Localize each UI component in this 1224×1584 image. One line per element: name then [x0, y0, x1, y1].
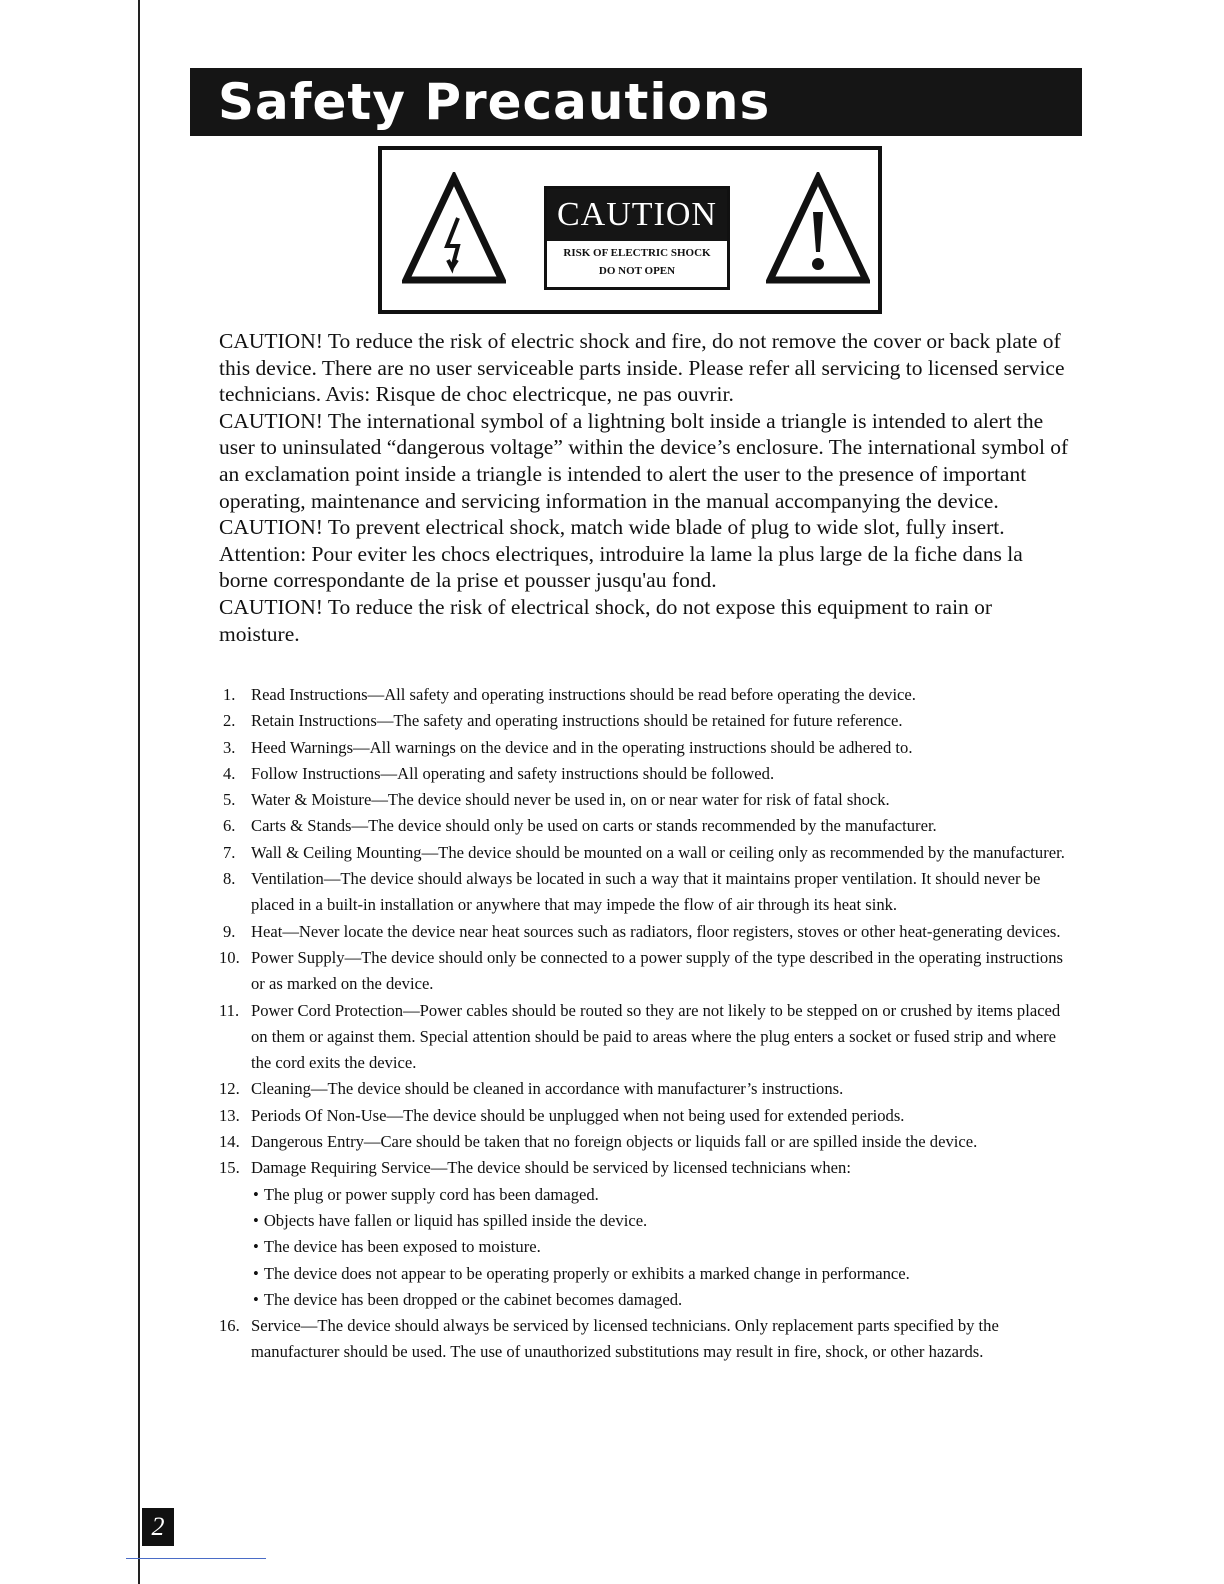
list-item [219, 1155, 1069, 1313]
item-number: 11. [219, 1000, 240, 1020]
list-item [219, 945, 1069, 998]
list-item [219, 1103, 1069, 1129]
caution-label [544, 186, 730, 290]
list-item [219, 1129, 1069, 1155]
bullet-item: • The device has been dropped or the cabinet becomes damaged. [251, 1287, 1069, 1313]
caution-paragraph: CAUTION! To reduce the risk of electrical shock, do not expose this equipment to rain or moisture. [219, 594, 993, 646]
item-number: 6. [223, 816, 236, 836]
item-text: Wall & Ceiling Mounting—The device should be mounted on a wall or ceiling only as recommended by the manufacturer. [251, 842, 1065, 862]
item-text: Power Supply—The device should only be connected to a power supply of the type described in the operating instructions or as marked on the device. [251, 947, 1063, 994]
list-item [219, 761, 1069, 787]
service-conditions-list [251, 1182, 1069, 1313]
list-item [219, 1313, 1069, 1366]
caution-paragraph: CAUTION! To reduce the risk of electric shock and fire, do not remove the cover or back plate of this device. There are no user serviceable parts inside. Please refer all servicing to licensed service technicians. Avis: Risque de choc electricque, ne pas ouvrir. [219, 329, 1065, 407]
exclamation-warning-icon [766, 172, 870, 288]
list-item [219, 735, 1069, 761]
bottom-rule [126, 1558, 266, 1559]
item-number: 4. [223, 763, 236, 783]
left-margin-rule [138, 0, 140, 1584]
item-text: Periods Of Non-Use—The device should be unplugged when not being used for extended periods. [251, 1105, 905, 1125]
caution-label-title: CAUTION [547, 189, 727, 241]
item-text: Heed Warnings—All warnings on the device and in the operating instructions should be adhered to. [251, 737, 913, 757]
list-item [219, 1076, 1069, 1102]
section-header-bar [190, 68, 1082, 136]
page-title: Safety Precautions [218, 73, 771, 131]
bullet-item: • Objects have fallen or liquid has spilled inside the device. [251, 1208, 1069, 1234]
item-text: Retain Instructions—The safety and operating instructions should be retained for future reference. [251, 711, 903, 731]
item-text: Service—The device should always be serviced by licensed technicians. Only replacement parts specified by the manufacturer should be used. The use of unauthorized substitutions may result in fire, shock, or other hazards. [251, 1316, 999, 1362]
list-item [219, 840, 1069, 866]
caution-label-line-1: RISK OF ELECTRIC SHOCK [563, 247, 711, 259]
electric-shock-warning-icon [402, 172, 506, 288]
item-text: Dangerous Entry—Care should be taken that no foreign objects or liquids fall or are spilled inside the device. [251, 1132, 978, 1152]
item-text: Water & Moisture—The device should never be used in, on or near water for risk of fatal shock. [251, 790, 890, 810]
item-text: Ventilation—The device should always be located in such a way that it maintains proper ventilation. It should never be placed in a built-in installation or anywhere that may impede the flow of air through its heat sink. [251, 869, 1041, 915]
bullet-item: • The device has been exposed to moisture. [251, 1234, 1069, 1260]
item-text: Carts & Stands—The device should only be used on carts or stands recommended by the manufacturer. [251, 816, 937, 836]
item-number: 5. [223, 790, 236, 810]
item-number: 12. [219, 1079, 240, 1099]
item-number: 8. [223, 869, 236, 889]
item-number: 15. [219, 1158, 240, 1178]
list-item [219, 682, 1069, 708]
item-text: Cleaning—The device should be cleaned in accordance with manufacturer’s instructions. [251, 1079, 844, 1099]
list-item [219, 708, 1069, 734]
item-number: 9. [223, 921, 236, 941]
list-item [219, 813, 1069, 839]
list-item [219, 998, 1069, 1077]
list-item [219, 919, 1069, 945]
item-text: Power Cord Protection—Power cables should be routed so they are not likely to be stepped on or crushed by items placed on them or against them. Special attention should be paid to areas where the plug enters a socket or fused strip and where the cord exits the device. [251, 1000, 1061, 1073]
safety-instructions-list [219, 682, 1069, 1366]
item-number: 2. [223, 711, 236, 731]
caution-warning-panel [378, 146, 882, 314]
item-number: 7. [223, 842, 236, 862]
item-text: Follow Instructions—All operating and safety instructions should be followed. [251, 763, 775, 783]
bullet-item: • The device does not appear to be operating properly or exhibits a marked change in performance. [251, 1261, 1069, 1287]
caution-paragraph: CAUTION! To prevent electrical shock, match wide blade of plug to wide slot, fully insert. Attention: Pour eviter les chocs electriques, introduire la lame la plus large de la fiche dans la borne correspondante de la prise et pousser jusqu'au fond. [219, 515, 1023, 593]
item-text: Read Instructions—All safety and operating instructions should be read before operating the device. [251, 685, 916, 704]
item-number: 3. [223, 737, 236, 757]
item-number: 10. [219, 947, 240, 967]
item-number: 14. [219, 1132, 240, 1152]
item-number: 13. [219, 1105, 240, 1125]
caution-label-line-2: DO NOT OPEN [598, 265, 676, 277]
caution-paragraph: CAUTION! The international symbol of a lightning bolt inside a triangle is intended to alert the user to uninsulated “dangerous voltage” within the device’s enclosure. The international symbol of an exclamation point inside a triangle is intended to alert the user to the presence of important operating, maintenance and servicing information in the manual accompanying the device. [219, 408, 1069, 513]
item-number: 1. [223, 685, 236, 704]
item-text: Damage Requiring Service—The device should be serviced by licensed technicians when: [251, 1158, 851, 1178]
list-item [219, 866, 1069, 919]
bullet-item: • The plug or power supply cord has been damaged. [251, 1182, 1069, 1208]
item-number: 16. [219, 1316, 240, 1336]
page-number: 2 [142, 1508, 174, 1546]
caution-paragraphs [219, 328, 1069, 647]
list-item [219, 787, 1069, 813]
item-text: Heat—Never locate the device near heat sources such as radiators, floor registers, stoves or other heat-generating devices. [251, 921, 1061, 941]
